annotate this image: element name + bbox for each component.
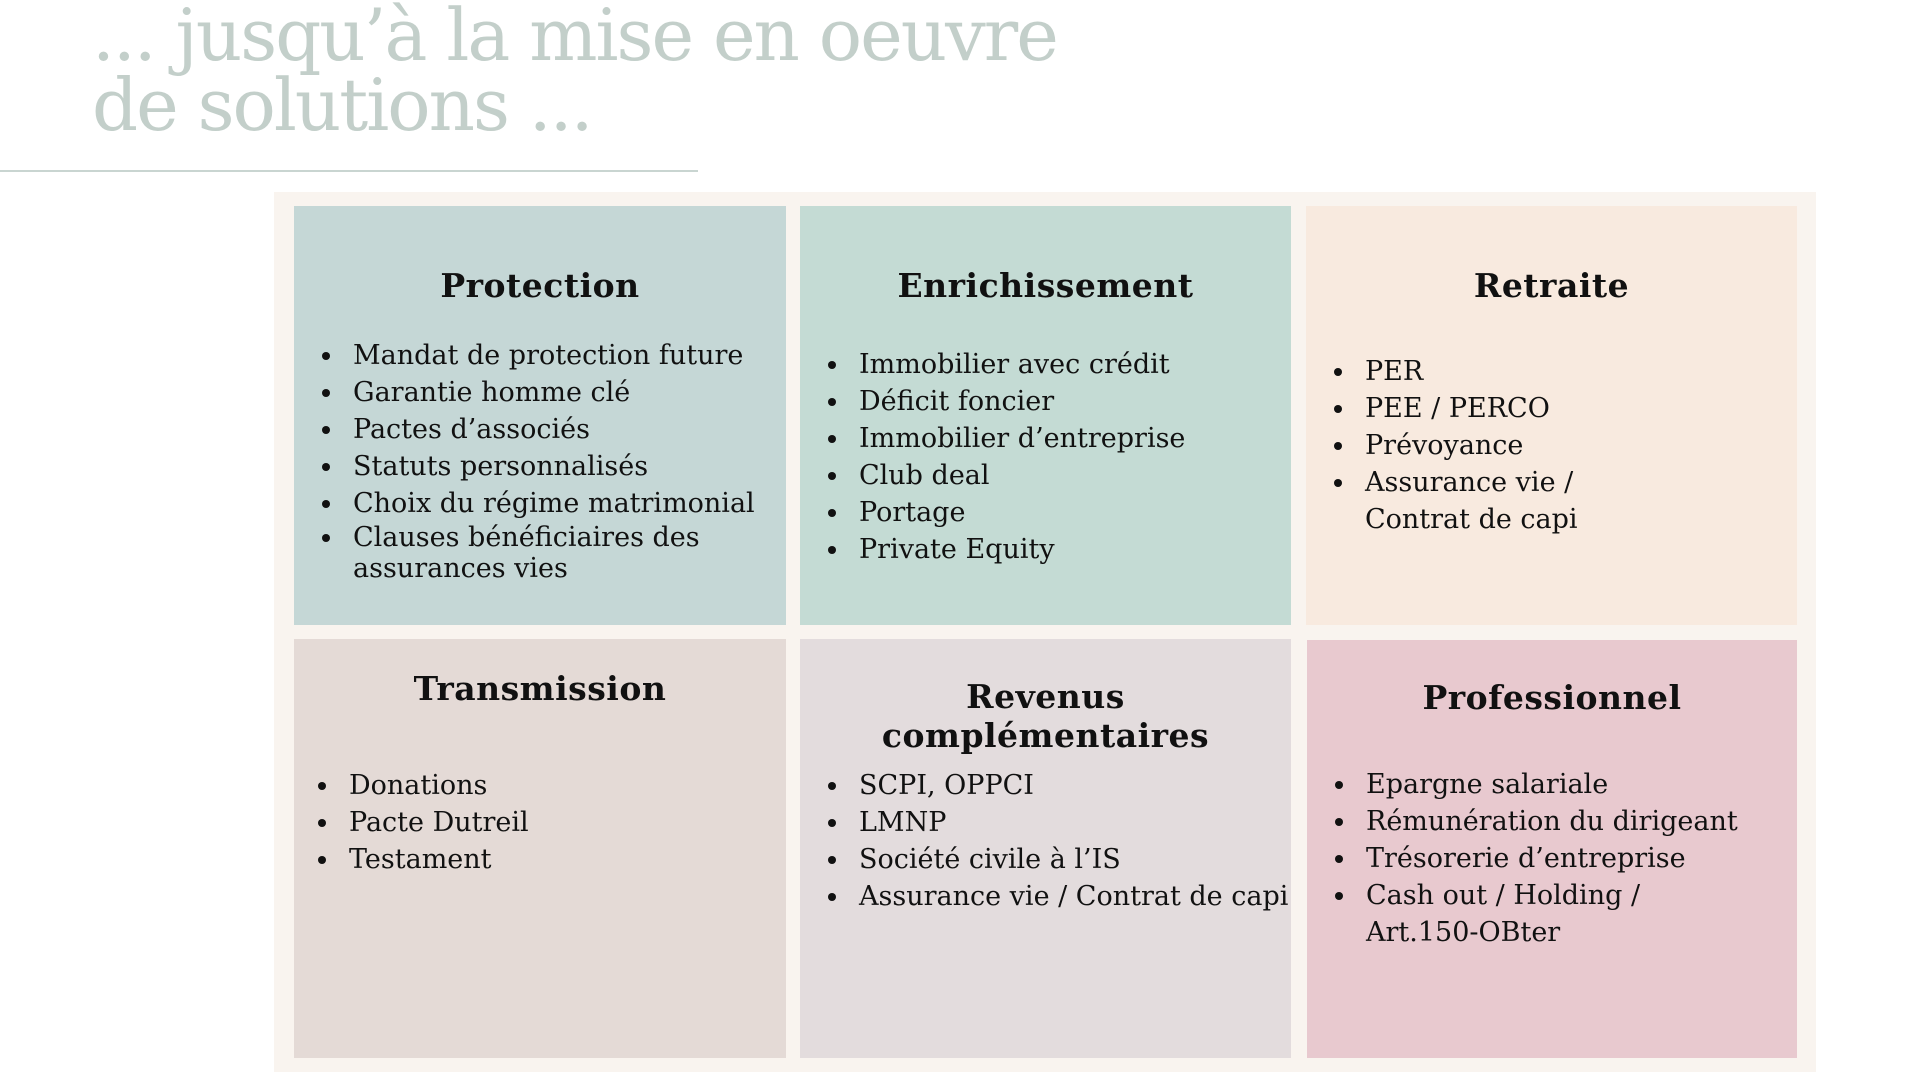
card-heading: Retraite (1473, 266, 1630, 305)
list-item: • Immobilier avec crédit (851, 346, 1291, 383)
title-divider (0, 170, 698, 172)
list-item: • Assurance vie / Contrat de capi (1357, 464, 1595, 538)
card-list (1331, 353, 1657, 538)
card-heading: Revenus complémentaires (881, 677, 1210, 755)
card-heading: Transmission (413, 669, 667, 708)
card-list (1332, 766, 1798, 951)
list-item: • Déficit foncier (851, 383, 1291, 420)
list-item: • Choix du régime matrimonial (345, 485, 785, 522)
list-item: • Private Equity (851, 531, 1291, 568)
list-item: • Rémunération du dirigeant (1358, 803, 1798, 840)
list-item: • Donations (341, 767, 781, 804)
list-item: • Immobilier d’entreprise (851, 420, 1291, 457)
card-professionnel (1307, 640, 1797, 1058)
list-item: • PEE / PERCO (1357, 390, 1657, 427)
list-item: • Statuts personnalisés (345, 448, 785, 485)
list-item: • Portage (851, 494, 1291, 531)
list-item: • SCPI, OPPCI (851, 767, 1301, 804)
list-item: • PER (1357, 353, 1657, 390)
card-enrichissement (800, 206, 1291, 625)
list-item: • Trésorerie d’entreprise (1358, 840, 1798, 877)
list-item: • Testament (341, 841, 781, 878)
card-heading: Enrichissement (897, 266, 1194, 305)
list-item: • Garantie homme clé (345, 374, 785, 411)
solutions-board (274, 192, 1816, 1072)
card-list (315, 767, 781, 878)
list-item: • Clauses bénéficiaires des assurances vies (345, 522, 713, 584)
list-item: • LMNP (851, 804, 1301, 841)
list-item: • Assurance vie / Contrat de capi (851, 878, 1301, 915)
card-heading: Professionnel (1422, 678, 1682, 717)
card-revenus-complementaires (800, 639, 1291, 1058)
card-retraite (1306, 206, 1797, 625)
list-item: • Club deal (851, 457, 1291, 494)
page-title (92, 0, 1057, 147)
list-item: • Epargne salariale (1358, 766, 1798, 803)
list-item: • Société civile à l’IS (851, 841, 1301, 878)
list-item: • Pactes d’associés (345, 411, 785, 448)
title-line-1: ... jusqu’à la mise en oeuvre (92, 0, 1057, 77)
card-heading: Protection (440, 266, 640, 305)
card-transmission (294, 639, 786, 1058)
list-item: • Pacte Dutreil (341, 804, 781, 841)
card-list (825, 767, 1301, 915)
card-protection (294, 206, 786, 625)
card-list (319, 337, 785, 584)
title-line-2: de solutions ... (92, 63, 592, 147)
list-item: • Prévoyance (1357, 427, 1657, 464)
list-item: • Cash out / Holding / Art.150-OBter (1358, 877, 1656, 951)
card-list (825, 346, 1291, 568)
list-item: • Mandat de protection future (345, 337, 785, 374)
